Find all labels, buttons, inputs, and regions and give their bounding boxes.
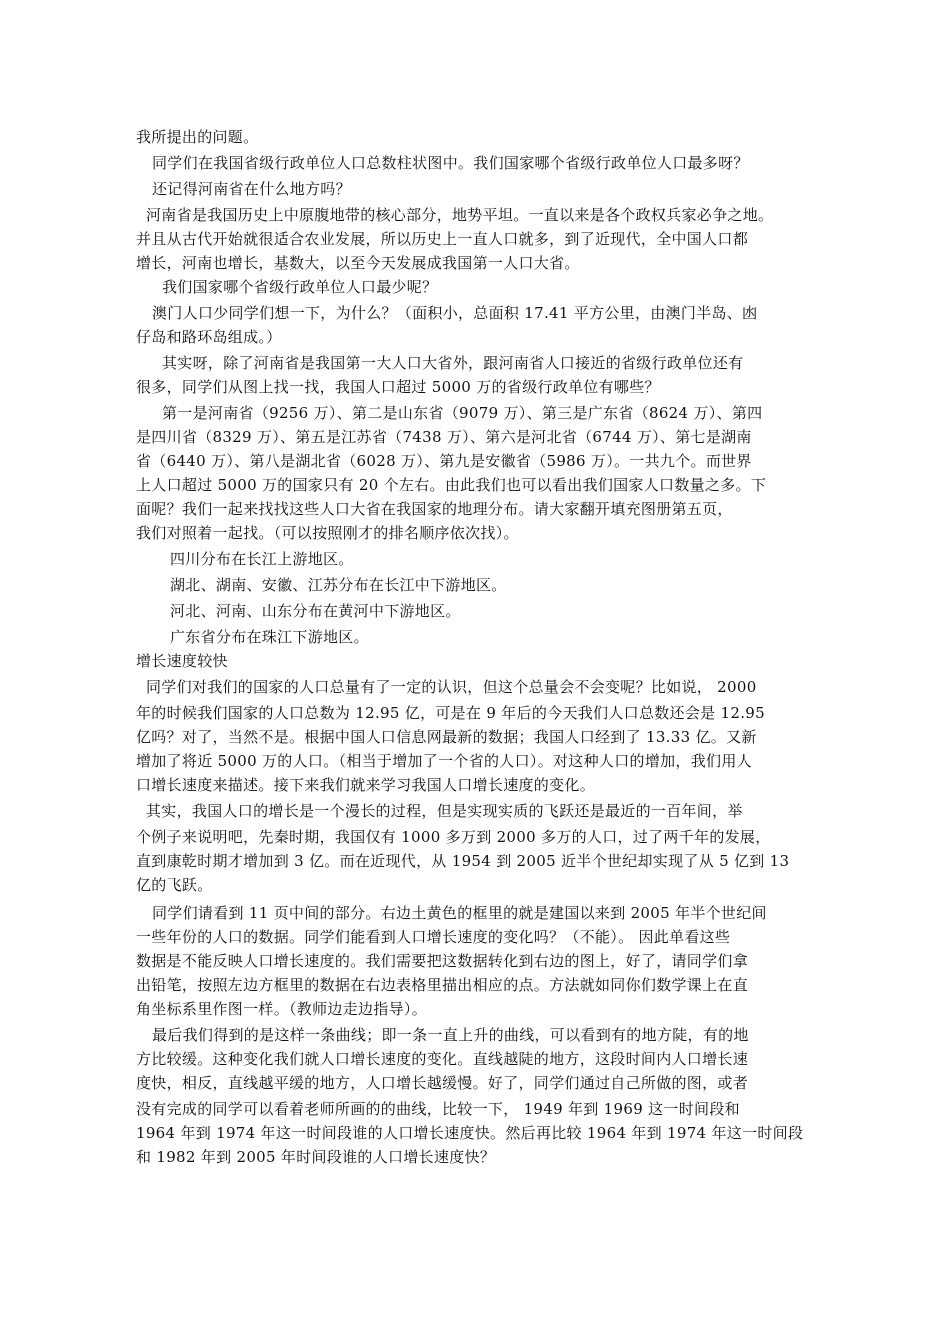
text-line: 同学们请看到 11 页中间的部分。右边土黄色的框里的就是建国以来到 2005 年半个世纪间	[152, 904, 767, 922]
text-line: 度快，相反，直线越平缓的地方，人口增长越缓慢。好了，同学们通过自己所做的图，或者	[136, 1074, 749, 1092]
text-line: 1964 年到 1974 年这一时间段谁的人口增长速度快。然后再比较 1964 年到 1974 年这一时间段	[136, 1124, 804, 1142]
text-line: 湖北、湖南、安徽、江苏分布在长江中下游地区。	[170, 576, 507, 594]
text-line: 同学们在我国省级行政单位人口总数柱状图中。我们国家哪个省级行政单位人口最多呀？	[152, 154, 749, 172]
text-line: 增长，河南也增长，基数大，以至今天发展成我国第一人口大省。	[136, 254, 580, 272]
text-line: 角坐标系里作图一样。（教师边走边指导）。	[136, 1000, 428, 1018]
text-line: 还记得河南省在什么地方吗？	[152, 180, 351, 198]
text-line: 方比较缓。这种变化我们就人口增长速度的变化。直线越陡的地方，这段时间内人口增长速	[136, 1050, 749, 1068]
text-line: 年的时候我们国家的人口总数为 12.95 亿，可是在 9 年后的今天我们人口总数还会是 12.95	[136, 704, 765, 722]
text-line: 四川分布在长江上游地区。	[170, 550, 354, 568]
text-line: 其实，我国人口的增长是一个漫长的过程，但是实现实质的飞跃还是最近的一百年间，举	[146, 802, 743, 820]
text-line: 没有完成的同学可以看着老师所画的的曲线，比较一下， 1949 年到 1969 这一时间段和	[136, 1100, 740, 1118]
text-line: 亿吗？对了，当然不是。根据中国人口信息网最新的数据；我国人口经到了 13.33 亿。又新	[136, 728, 757, 746]
text-line: 面呢？我们一起来找找这些人口大省在我国家的地理分布。请大家翻开填充图册第五页，	[136, 500, 733, 518]
text-line: 亿的飞跃。	[136, 876, 213, 894]
text-line: 河北、河南、山东分布在黄河中下游地区。	[170, 602, 461, 620]
text-line: 和 1982 年到 2005 年时间段谁的人口增长速度快？	[136, 1148, 496, 1166]
text-line: 直到康乾时期才增加到 3 亿。而在近现代，从 1954 到 2005 近半个世纪却实现了从 5 亿到 13	[136, 852, 790, 870]
text-line: 我所提出的问题。	[136, 128, 259, 146]
text-line: 很多，同学们从图上找一找，我国人口超过 5000 万的省级行政单位有哪些？	[136, 378, 660, 396]
text-line: 一些年份的人口的数据。同学们能看到人口增长速度的变化吗？（不能）。 因此单看这些	[136, 928, 731, 946]
text-line: 口增长速度来描述。接下来我们就来学习我国人口增长速度的变化。	[136, 776, 596, 794]
text-line: 广东省分布在珠江下游地区。	[170, 628, 369, 646]
text-line: 数据是不能反映人口增长速度的。我们需要把这数据转化到右边的图上，好了，请同学们拿	[136, 952, 749, 970]
text-line: 仔岛和路环岛组成。）	[136, 328, 282, 346]
text-line: 增加了将近 5000 万的人口。（相当于增加了一个省的人口）。对这种人口的增加，我们用人	[136, 752, 752, 770]
text-line: 出铅笔，按照左边方框里的数据在右边表格里描出相应的点。方法就如同你们数学课上在直	[136, 976, 749, 994]
text-line: 其实呀，除了河南省是我国第一大人口大省外，跟河南省人口接近的省级行政单位还有	[162, 354, 744, 372]
text-line: 最后我们得到的是这样一条曲线；即一条一直上升的曲线，可以看到有的地方陡，有的地	[152, 1026, 749, 1044]
text-line: 并且从古代开始就很适合农业发展，所以历史上一直人口就多，到了近现代，全中国人口都	[136, 230, 749, 248]
text-line: 是四川省（8329 万）、第五是江苏省（7438 万）、第六是河北省（6744 万）、第七是湖南	[136, 428, 752, 446]
text-line: 省（6440 万）、第八是湖北省（6028 万）、第九是安徽省（5986 万）。一共九个。而世界	[136, 452, 752, 470]
text-line: 上人口超过 5000 万的国家只有 20 个左右。由此我们也可以看出我们国家人口数量之多。下	[136, 476, 767, 494]
text-line: 我们对照着一起找。（可以按照刚才的排名顺序依次找）。	[136, 524, 519, 542]
text-line: 个例子来说明吧，先秦时期，我国仅有 1000 多万到 2000 多万的人口，过了两千年的发展，	[136, 828, 771, 846]
text-line: 我们国家哪个省级行政单位人口最少呢？	[162, 278, 438, 296]
section-heading: 增长速度较快	[136, 652, 228, 670]
text-line: 同学们对我们的国家的人口总量有了一定的认识，但这个总量会不会变呢？比如说， 2000	[146, 678, 757, 696]
text-line: 澳门人口少同学们想一下，为什么？（面积小，总面积 17.41 平方公里，由澳门半岛、凼	[152, 304, 758, 322]
text-line: 第一是河南省（9256 万）、第二是山东省（9079 万）、第三是广东省（8624 万）、第四	[162, 404, 763, 422]
text-line: 河南省是我国历史上中原腹地带的核心部分，地势平坦。一直以来是各个政权兵家必争之地。	[146, 206, 774, 224]
